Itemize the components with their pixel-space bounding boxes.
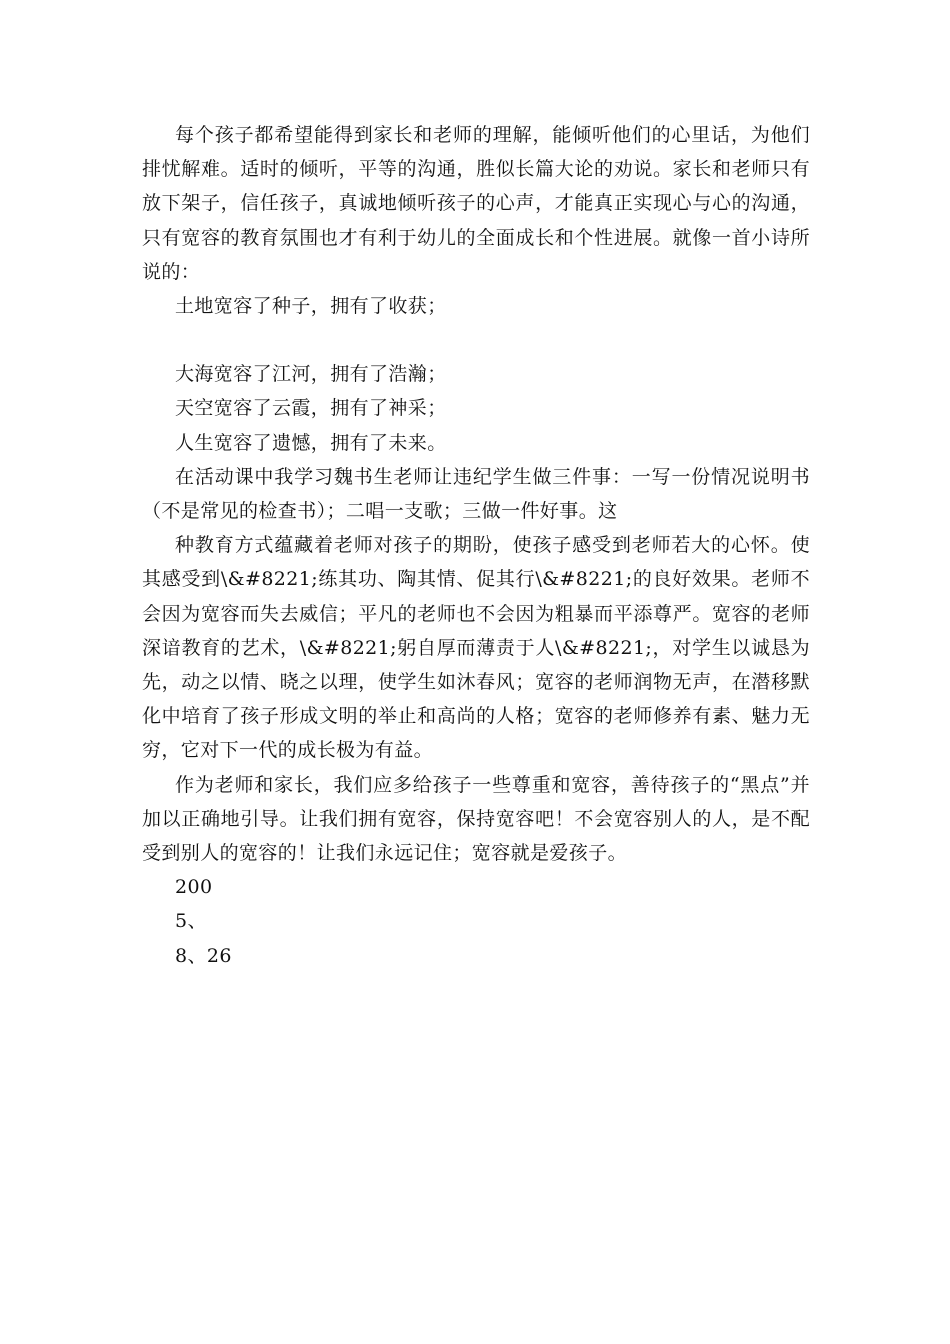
document-body (142, 118, 810, 973)
date-line-day: 8、26 (175, 944, 232, 967)
method-paragraph: 种教育方式蕴藏着老师对孩子的期盼，使孩子感受到老师若大的心怀。使其感受到\&#8221;练其功、陶其情、促其行\&#8221;的良好效果。老师不会因为宽容而失去威信；平凡的老师也不会因为粗暴而平添尊严。宽容的老师深谙教育的艺术，\&#8221;躬自厚而薄责于人\&#8221;，对学生以诚恳为先，动之以情、晓之以理，使学生如沐春风；宽容的老师润物无声，在潜移默化中培育了孩子形成文明的举止和高尚的人格；宽容的老师修养有素、魅力无穷，它对下一代的成长极为有益。 (142, 534, 810, 762)
closing-paragraph: 作为老师和家长，我们应多给孩子一些尊重和宽容，善待孩子的“黑点”并加以正确地引导。让我们拥有宽容，保持宽容吧！不会宽容别人的人，是不配受到别人的宽容的！让我们永远记住；宽容就是爱孩子。 (142, 773, 810, 865)
activity-paragraph: 在活动课中我学习魏书生老师让违纪学生做三件事：一写一份情况说明书（不是常见的检查书）；二唱一支歌；三做一件好事。这 (142, 465, 810, 523)
intro-paragraph: 每个孩子都希望能得到家长和老师的理解，能倾听他们的心里话，为他们排忧解难。适时的倾听，平等的沟通，胜似长篇大论的劝说。家长和老师只有放下架子，信任孩子，真诚地倾听孩子的心声，才能真正实现心与心的沟通，只有宽容的教育氛围也才有利于幼儿的全面成长和个性进展。就像一首小诗所说的： (142, 124, 810, 283)
poem-line-1: 土地宽容了种子，拥有了收获； (175, 295, 447, 318)
date-line-year: 200 (175, 876, 213, 899)
poem-line-3: 天空宽容了云霞，拥有了神采； (175, 397, 447, 420)
poem-line-2: 大海宽容了江河，拥有了浩瀚； (175, 363, 447, 386)
poem-line-4: 人生宽容了遗憾，拥有了未来。 (175, 431, 447, 454)
poem-spacer (142, 323, 810, 357)
date-line-month: 5、 (175, 910, 207, 933)
